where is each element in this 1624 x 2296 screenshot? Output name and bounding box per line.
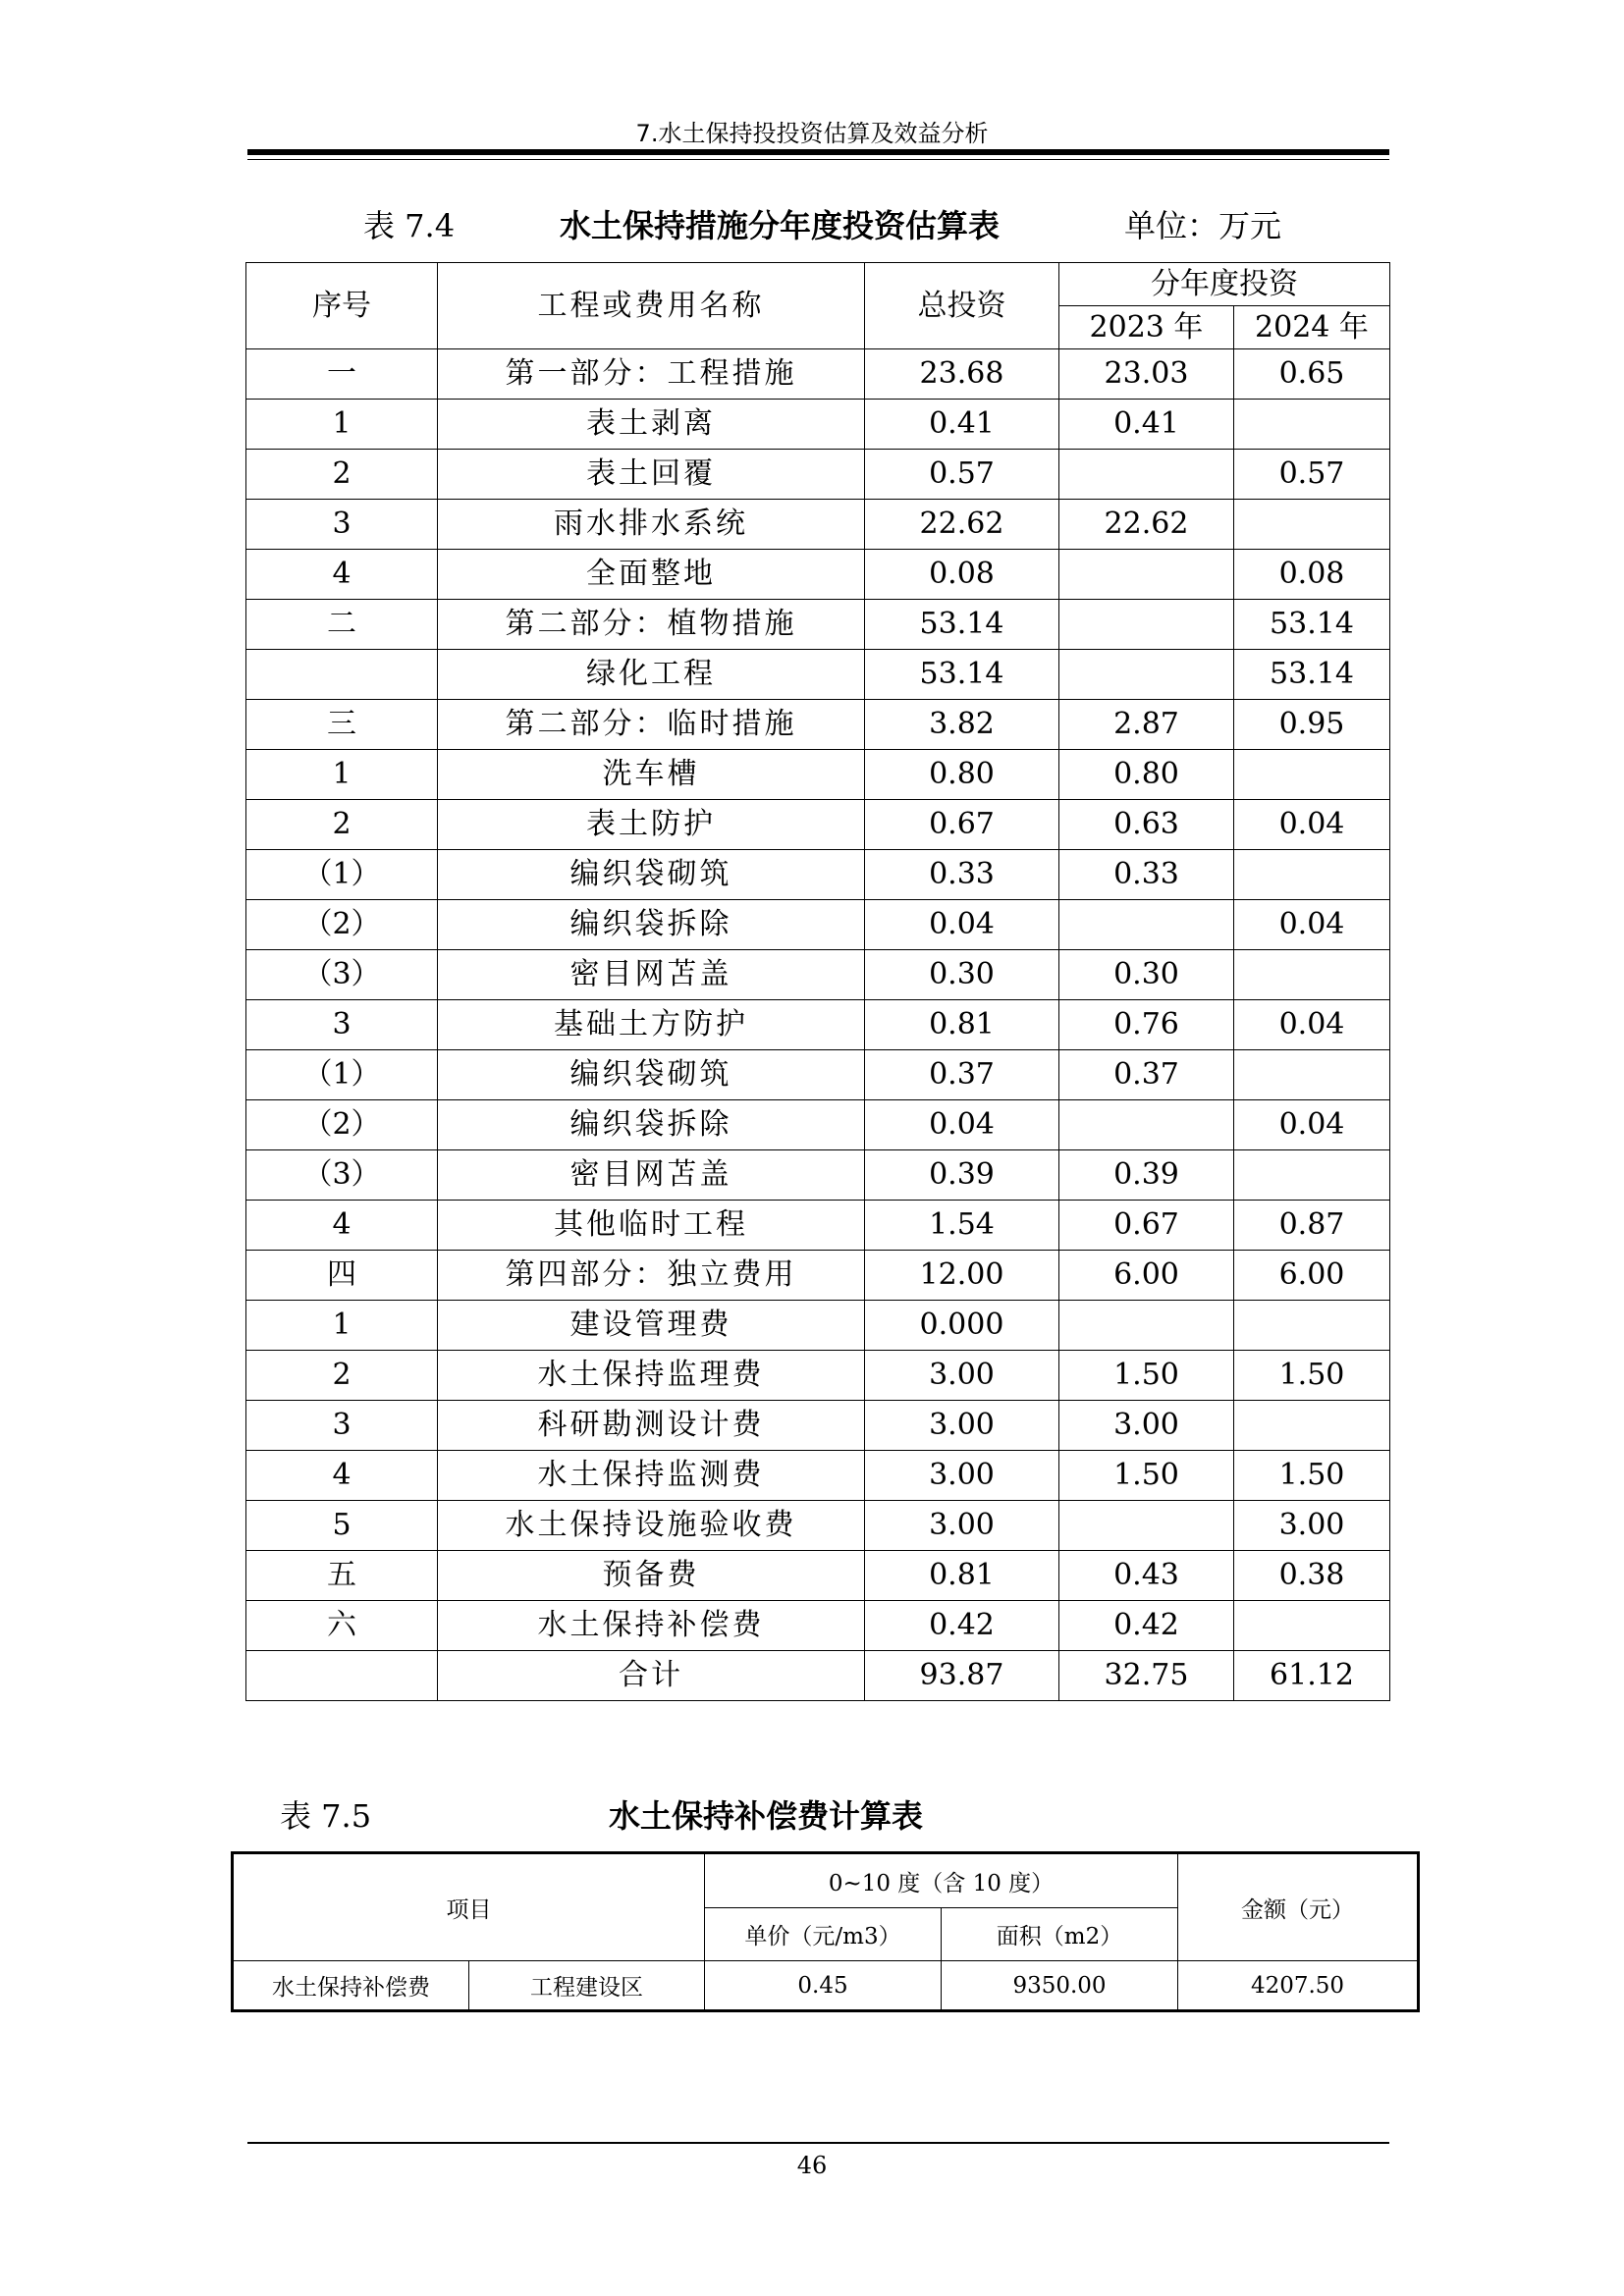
t5-cell-unit-price: 0.45 <box>705 1961 942 2011</box>
table-row <box>246 450 1390 500</box>
cell-seq: 六 <box>246 1601 438 1651</box>
table-row <box>246 1501 1390 1551</box>
cell-name: 绿化工程 <box>438 650 865 700</box>
cell-seq: 五 <box>246 1551 438 1601</box>
cell-y2023: 32.75 <box>1059 1651 1234 1701</box>
cell-total: 53.14 <box>865 600 1059 650</box>
cell-seq: （1） <box>246 850 438 900</box>
table-row <box>246 1050 1390 1100</box>
cell-y2023: 23.03 <box>1059 349 1234 400</box>
cell-y2023 <box>1059 900 1234 950</box>
cell-name: 洗车槽 <box>438 750 865 800</box>
cell-y2024: 61.12 <box>1234 1651 1390 1701</box>
cell-total: 0.57 <box>865 450 1059 500</box>
cell-name: 建设管理费 <box>438 1301 865 1351</box>
cell-y2023: 0.30 <box>1059 950 1234 1000</box>
t5-cell-amount: 4207.50 <box>1178 1961 1419 2011</box>
cell-seq <box>246 1651 438 1701</box>
cell-total: 3.00 <box>865 1401 1059 1451</box>
table-row <box>246 600 1390 650</box>
cell-y2024: 1.50 <box>1234 1451 1390 1501</box>
cell-y2023: 0.43 <box>1059 1551 1234 1601</box>
table-row <box>246 850 1390 900</box>
cell-total: 0.42 <box>865 1601 1059 1651</box>
cell-seq: 4 <box>246 550 438 600</box>
cell-seq: （3） <box>246 1150 438 1201</box>
header-seq: 序号 <box>246 263 438 349</box>
running-header: 7.水土保持投投资估算及效益分析 <box>635 120 989 147</box>
header-total: 总投资 <box>865 263 1059 349</box>
cell-y2023 <box>1059 450 1234 500</box>
cell-seq <box>246 650 438 700</box>
footer-rule <box>247 2142 1389 2144</box>
cell-total: 23.68 <box>865 349 1059 400</box>
cell-y2023 <box>1059 1100 1234 1150</box>
cell-name: 表土回覆 <box>438 450 865 500</box>
cell-name: 预备费 <box>438 1551 865 1601</box>
table-row <box>246 1251 1390 1301</box>
cell-y2024 <box>1234 950 1390 1000</box>
cell-total: 53.14 <box>865 650 1059 700</box>
table-row <box>246 500 1390 550</box>
cell-y2024: 53.14 <box>1234 650 1390 700</box>
cell-y2024 <box>1234 750 1390 800</box>
cell-y2024 <box>1234 850 1390 900</box>
cell-name: 雨水排水系统 <box>438 500 865 550</box>
cell-seq: 5 <box>246 1501 438 1551</box>
header-name: 工程或费用名称 <box>438 263 865 349</box>
cell-y2023: 0.67 <box>1059 1201 1234 1251</box>
cell-total: 0.04 <box>865 900 1059 950</box>
cell-total: 93.87 <box>865 1651 1059 1701</box>
table-row <box>246 1150 1390 1201</box>
table-row <box>246 550 1390 600</box>
cell-seq: 一 <box>246 349 438 400</box>
cell-y2024: 6.00 <box>1234 1251 1390 1301</box>
cell-y2024: 0.38 <box>1234 1551 1390 1601</box>
cell-name: 水土保持监测费 <box>438 1451 865 1501</box>
cell-y2023: 0.33 <box>1059 850 1234 900</box>
cell-seq: 1 <box>246 750 438 800</box>
cell-total: 0.80 <box>865 750 1059 800</box>
cell-total: 0.04 <box>865 1100 1059 1150</box>
cell-total: 0.81 <box>865 1551 1059 1601</box>
t5-cell-zone: 工程建设区 <box>469 1961 705 2011</box>
cell-y2024: 0.04 <box>1234 800 1390 850</box>
cell-seq: 4 <box>246 1201 438 1251</box>
cell-name: 水土保持设施验收费 <box>438 1501 865 1551</box>
cell-name: 科研勘测设计费 <box>438 1401 865 1451</box>
cell-y2023: 6.00 <box>1059 1251 1234 1301</box>
cell-y2024 <box>1234 400 1390 450</box>
cell-seq: 3 <box>246 1401 438 1451</box>
cell-y2024: 1.50 <box>1234 1351 1390 1401</box>
cell-y2024 <box>1234 1150 1390 1201</box>
cell-y2023: 1.50 <box>1059 1451 1234 1501</box>
header-2024: 2024 年 <box>1234 306 1390 349</box>
header-rule-thin <box>247 159 1389 160</box>
header-rule-thick <box>247 149 1389 155</box>
cell-total: 1.54 <box>865 1201 1059 1251</box>
cell-y2024: 0.04 <box>1234 1000 1390 1050</box>
cell-y2023: 0.39 <box>1059 1150 1234 1201</box>
cell-name: 水土保持补偿费 <box>438 1601 865 1651</box>
table-row <box>246 700 1390 750</box>
t5-cell-area: 9350.00 <box>942 1961 1178 2011</box>
cell-seq: 3 <box>246 1000 438 1050</box>
cell-seq: 2 <box>246 1351 438 1401</box>
cell-y2023: 0.37 <box>1059 1050 1234 1100</box>
cell-total: 3.00 <box>865 1351 1059 1401</box>
cell-y2023 <box>1059 600 1234 650</box>
cell-total: 0.81 <box>865 1000 1059 1050</box>
cell-y2024: 0.08 <box>1234 550 1390 600</box>
cell-name: 其他临时工程 <box>438 1201 865 1251</box>
annual-investment-table-body <box>246 349 1390 1701</box>
cell-name: 表土剥离 <box>438 400 865 450</box>
table-row <box>246 349 1390 400</box>
table-row <box>233 1961 1419 2011</box>
cell-seq: 4 <box>246 1451 438 1501</box>
cell-y2023: 0.41 <box>1059 400 1234 450</box>
cell-total: 0.000 <box>865 1301 1059 1351</box>
cell-seq: 2 <box>246 800 438 850</box>
t5-cell-item: 水土保持补偿费 <box>233 1961 469 2011</box>
cell-y2024: 0.65 <box>1234 349 1390 400</box>
table-7-5-title: 水土保持补偿费计算表 <box>609 1797 924 1835</box>
table-row <box>246 1000 1390 1050</box>
cell-name: 表土防护 <box>438 800 865 850</box>
cell-seq: 1 <box>246 1301 438 1351</box>
cell-y2024: 0.57 <box>1234 450 1390 500</box>
cell-name: 第一部分：工程措施 <box>438 349 865 400</box>
cell-seq: （2） <box>246 1100 438 1150</box>
t5-header-item: 项目 <box>233 1853 705 1961</box>
cell-y2023: 3.00 <box>1059 1401 1234 1451</box>
cell-name: 第四部分：独立费用 <box>438 1251 865 1301</box>
header-2023: 2023 年 <box>1059 306 1234 349</box>
cell-seq: 三 <box>246 700 438 750</box>
cell-total: 0.39 <box>865 1150 1059 1201</box>
table-row <box>246 1301 1390 1351</box>
table-row <box>246 400 1390 450</box>
table-7-4-unit: 单位：万元 <box>1124 207 1282 244</box>
compensation-fee-table <box>231 1851 1420 2012</box>
cell-seq: （2） <box>246 900 438 950</box>
cell-y2024: 0.04 <box>1234 900 1390 950</box>
cell-y2024: 3.00 <box>1234 1501 1390 1551</box>
table-row <box>246 1201 1390 1251</box>
annual-investment-table <box>245 262 1390 1701</box>
cell-total: 0.08 <box>865 550 1059 600</box>
cell-y2023: 0.63 <box>1059 800 1234 850</box>
cell-y2024: 0.04 <box>1234 1100 1390 1150</box>
table-row <box>246 750 1390 800</box>
cell-y2023 <box>1059 1501 1234 1551</box>
cell-name: 编织袋砌筑 <box>438 850 865 900</box>
cell-y2024: 0.87 <box>1234 1201 1390 1251</box>
cell-seq: （3） <box>246 950 438 1000</box>
table-row <box>246 950 1390 1000</box>
header-by-year: 分年度投资 <box>1059 263 1390 306</box>
cell-y2023: 22.62 <box>1059 500 1234 550</box>
cell-y2023: 0.80 <box>1059 750 1234 800</box>
cell-total: 0.37 <box>865 1050 1059 1100</box>
cell-total: 3.00 <box>865 1451 1059 1501</box>
cell-seq: 二 <box>246 600 438 650</box>
t5-header-slope: 0~10 度（含 10 度） <box>705 1853 1178 1908</box>
cell-name: 编织袋拆除 <box>438 1100 865 1150</box>
cell-name: 密目网苫盖 <box>438 1150 865 1201</box>
cell-total: 22.62 <box>865 500 1059 550</box>
cell-name: 第二部分：临时措施 <box>438 700 865 750</box>
cell-y2024 <box>1234 1401 1390 1451</box>
t5-header-amount: 金额（元） <box>1178 1853 1419 1961</box>
cell-seq: 3 <box>246 500 438 550</box>
cell-y2023: 2.87 <box>1059 700 1234 750</box>
table-7-5-number: 表 7.5 <box>280 1797 372 1835</box>
cell-name: 第二部分：植物措施 <box>438 600 865 650</box>
cell-y2024 <box>1234 1050 1390 1100</box>
table-row <box>246 1551 1390 1601</box>
cell-total: 0.30 <box>865 950 1059 1000</box>
cell-y2023: 0.76 <box>1059 1000 1234 1050</box>
cell-total: 3.82 <box>865 700 1059 750</box>
cell-y2024 <box>1234 500 1390 550</box>
table-row <box>246 1601 1390 1651</box>
cell-y2024 <box>1234 1301 1390 1351</box>
cell-total: 12.00 <box>865 1251 1059 1301</box>
table-row <box>246 1351 1390 1401</box>
table-7-4-number: 表 7.4 <box>363 207 456 244</box>
cell-name: 全面整地 <box>438 550 865 600</box>
cell-y2024 <box>1234 1601 1390 1651</box>
cell-total: 0.33 <box>865 850 1059 900</box>
table-row <box>246 900 1390 950</box>
cell-name: 合计 <box>438 1651 865 1701</box>
cell-y2023 <box>1059 650 1234 700</box>
cell-total: 0.41 <box>865 400 1059 450</box>
cell-seq: 1 <box>246 400 438 450</box>
cell-seq: （1） <box>246 1050 438 1100</box>
cell-name: 密目网苫盖 <box>438 950 865 1000</box>
cell-total: 0.67 <box>865 800 1059 850</box>
table-row <box>246 1100 1390 1150</box>
table-row <box>246 1451 1390 1501</box>
page-number: 46 <box>796 2152 828 2179</box>
table-row <box>246 650 1390 700</box>
table-row <box>246 800 1390 850</box>
cell-y2023 <box>1059 1301 1234 1351</box>
cell-name: 水土保持监理费 <box>438 1351 865 1401</box>
t5-header-area: 面积（m2） <box>942 1908 1178 1961</box>
cell-y2023: 0.42 <box>1059 1601 1234 1651</box>
t5-header-unit-price: 单价（元/m3） <box>705 1908 942 1961</box>
cell-seq: 2 <box>246 450 438 500</box>
table-7-4-title: 水土保持措施分年度投资估算表 <box>560 207 1001 244</box>
table-row <box>246 1401 1390 1451</box>
cell-total: 3.00 <box>865 1501 1059 1551</box>
cell-y2024: 53.14 <box>1234 600 1390 650</box>
cell-name: 基础土方防护 <box>438 1000 865 1050</box>
cell-y2023 <box>1059 550 1234 600</box>
table-row <box>246 1651 1390 1701</box>
cell-name: 编织袋砌筑 <box>438 1050 865 1100</box>
cell-y2023: 1.50 <box>1059 1351 1234 1401</box>
cell-name: 编织袋拆除 <box>438 900 865 950</box>
cell-seq: 四 <box>246 1251 438 1301</box>
cell-y2024: 0.95 <box>1234 700 1390 750</box>
